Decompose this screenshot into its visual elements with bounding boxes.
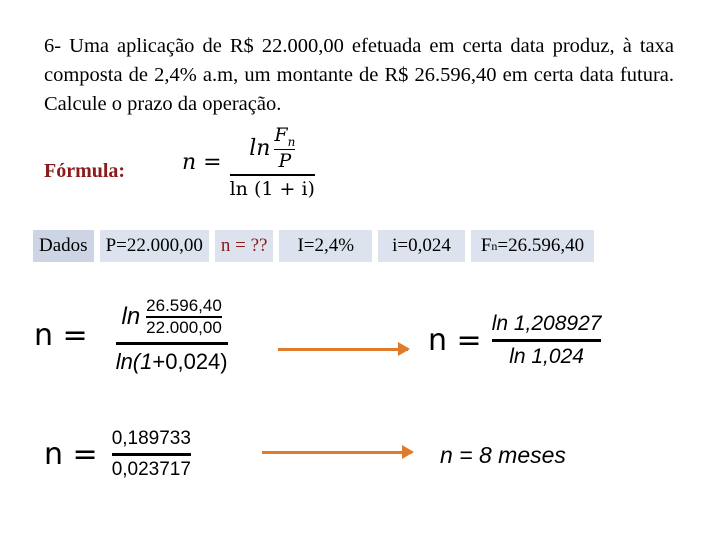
dados-fn-value: =26.596,40 — [497, 235, 585, 256]
step1 — [34, 296, 228, 375]
step2-numerator: ln 1,208927 — [491, 312, 602, 335]
step1-ln: ln — [121, 302, 141, 330]
problem-statement: 6- Uma aplicação de R$ 22.000,00 efetuada em certa data produz, à taxa composta de 2,4% a.m, um montante de R$ 26.596,40 em certa data futura. Calcule o prazo da operação. — [44, 35, 674, 115]
dados-fn-sub: n — [491, 238, 498, 253]
step1-den-post: 0,024) — [165, 348, 228, 374]
result: n = 8 meses — [440, 442, 566, 468]
step1-den-plus: + — [152, 348, 166, 374]
step3 — [44, 428, 191, 481]
step2-lhs: n = — [428, 322, 482, 358]
dados-taxa: I=2,4% — [279, 230, 372, 262]
arrow-1 — [278, 348, 408, 351]
step1-fraction — [116, 296, 228, 375]
step3-bar — [112, 453, 191, 456]
step1-den: 22.000,00 — [146, 317, 222, 337]
step1-inner-fraction — [146, 296, 222, 338]
fn-letter: F — [274, 124, 288, 146]
formula-fraction — [230, 124, 315, 200]
formula-lhs: n = — [182, 149, 222, 175]
p-letter: P — [278, 150, 292, 173]
dados-i: i=0,024 — [378, 230, 465, 262]
dados-n: n = ?? — [215, 230, 274, 262]
dados-label: Dados — [33, 230, 94, 262]
dados-row — [33, 230, 594, 262]
dados-fn — [471, 230, 594, 262]
formula-fn-over-p — [274, 124, 295, 172]
step3-fraction — [112, 428, 191, 481]
step1-denominator — [116, 349, 228, 375]
step1-bar — [116, 342, 228, 345]
formula — [182, 124, 315, 200]
formula-fraction-bar — [230, 174, 315, 176]
arrow-2 — [262, 451, 412, 454]
step2-denominator: ln 1,024 — [509, 344, 584, 368]
step3-lhs: n = — [44, 436, 98, 472]
dados-fn-letter: F — [480, 235, 492, 256]
formula-ln: ln — [249, 135, 271, 161]
formula-denominator: ln (1 + i) — [229, 178, 315, 201]
step1-num: 26.596,40 — [146, 296, 222, 315]
step2-fraction — [492, 312, 602, 369]
fn-sub: n — [287, 134, 296, 149]
step3-numerator: 0,189733 — [111, 428, 191, 449]
step2-bar — [492, 339, 602, 342]
step2 — [428, 312, 601, 369]
formula-label: Fórmula: — [44, 160, 126, 182]
step1-lhs: n = — [34, 317, 88, 353]
step3-denominator: 0,023717 — [111, 458, 191, 480]
step1-den-pre: ln(1 — [115, 348, 153, 374]
dados-p: P=22.000,00 — [100, 230, 209, 262]
